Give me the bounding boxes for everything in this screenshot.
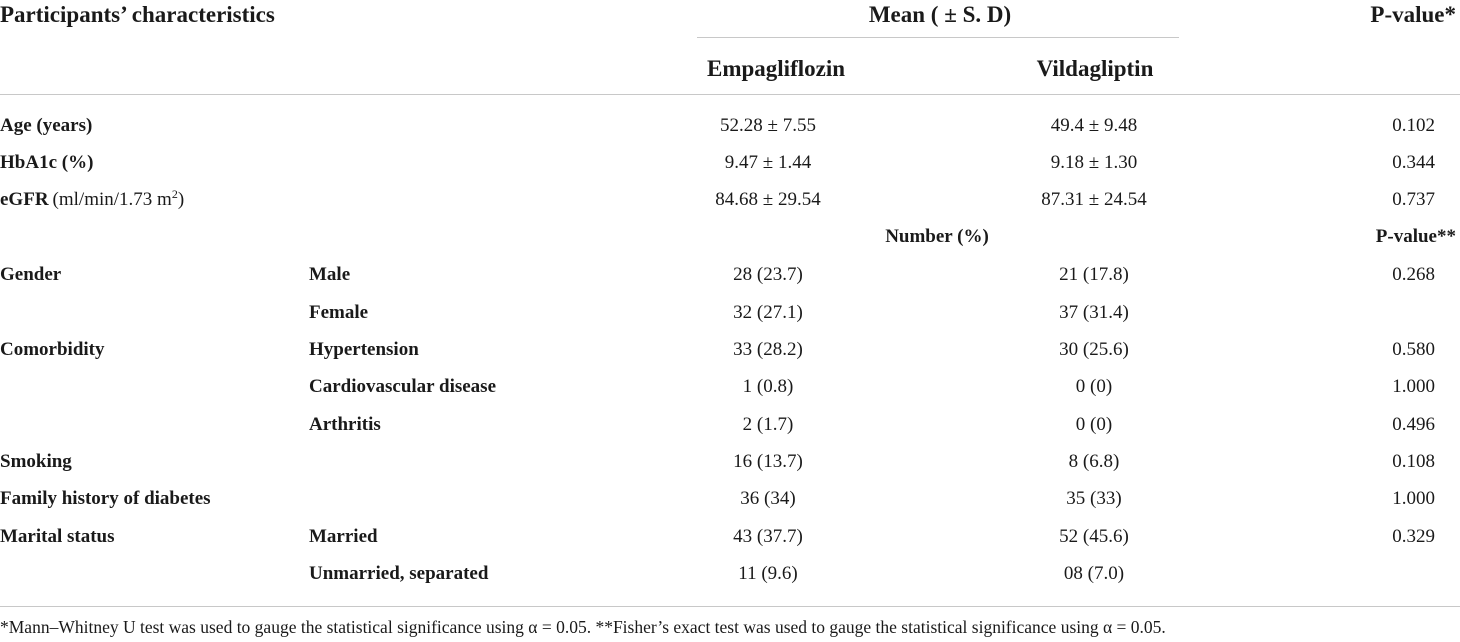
p-value: 0.102 [1392,115,1435,136]
row-label: Family history of diabetes [0,488,211,509]
p-value: 0.737 [1392,189,1435,210]
empagliflozin-value: 33 (28.2) [733,339,803,360]
row-sublabel: Female [309,302,369,323]
p-value: 0.344 [1392,152,1435,173]
empagliflozin-value: 1 (0.8) [742,376,794,397]
header-pvalue: P-value* [1370,2,1456,27]
header-vildagliptin: Vildagliptin [1036,56,1154,81]
vildagliptin-value: 49.4 ± 9.48 [1050,115,1138,136]
subheader-pvalue: P-value** [1375,226,1456,247]
subheader-number: Number (%) [885,226,989,247]
empagliflozin-value: 43 (37.7) [733,526,803,547]
header-mean-group: Mean ( ± S. D) [868,2,1012,27]
empagliflozin-value: 9.47 ± 1.44 [724,152,812,173]
vildagliptin-value: 08 (7.0) [1063,563,1125,584]
empagliflozin-value: 11 (9.6) [738,563,798,584]
row-sublabel: Arthritis [309,414,381,435]
vildagliptin-value: 87.31 ± 24.54 [1041,189,1147,210]
empagliflozin-value: 84.68 ± 29.54 [715,189,821,210]
vildagliptin-value: 0 (0) [1075,376,1113,397]
vildagliptin-value: 52 (45.6) [1059,526,1129,547]
egfr-unit: (ml/min/1.73 m [52,189,172,210]
footer-rule [0,606,1460,607]
row-label: Marital status [0,526,115,547]
vildagliptin-value: 21 (17.8) [1059,264,1129,285]
header-characteristics: Participants’ characteristics [0,2,275,27]
p-value: 1.000 [1392,376,1435,397]
p-value: 0.580 [1392,339,1435,360]
p-value: 0.329 [1392,526,1435,547]
row-sublabel: Married [309,526,378,547]
egfr-label: eGFR [0,189,49,210]
row-label: Age (years) [0,115,93,136]
empagliflozin-value: 32 (27.1) [733,302,803,323]
vildagliptin-value: 35 (33) [1066,488,1122,509]
row-label: HbA1c (%) [0,152,94,173]
p-value: 0.268 [1392,264,1435,285]
row-label [0,189,184,211]
row-sublabel: Hypertension [309,339,419,360]
empagliflozin-value: 52.28 ± 7.55 [720,115,816,136]
vildagliptin-value: 8 (6.8) [1068,451,1120,472]
egfr-unit-superscript: 2 [171,187,178,201]
vildagliptin-value: 0 (0) [1075,414,1113,435]
egfr-unit-close: ) [177,189,185,210]
empagliflozin-value: 36 (34) [740,488,796,509]
vildagliptin-value: 37 (31.4) [1059,302,1129,323]
vildagliptin-value: 9.18 ± 1.30 [1050,152,1138,173]
empagliflozin-value: 16 (13.7) [733,451,803,472]
p-value: 0.496 [1392,414,1435,435]
row-label: Gender [0,264,62,285]
row-label: Smoking [0,451,72,472]
p-value: 1.000 [1392,488,1435,509]
group-rule [697,37,1179,38]
row-sublabel: Cardiovascular disease [309,376,497,397]
header-rule [0,94,1460,95]
header-empagliflozin: Empagliflozin [706,56,846,81]
p-value: 0.108 [1392,451,1435,472]
row-sublabel: Unmarried, separated [309,563,489,584]
row-label: Comorbidity [0,339,105,360]
empagliflozin-value: 28 (23.7) [733,264,803,285]
vildagliptin-value: 30 (25.6) [1059,339,1129,360]
footnote: *Mann–Whitney U test was used to gauge the statistical significance using α = 0.05. **Fisher’s exact test was used to gauge the statistical significance using α = 0.05. [0,617,1166,637]
row-sublabel: Male [309,264,351,285]
empagliflozin-value: 2 (1.7) [742,414,794,435]
